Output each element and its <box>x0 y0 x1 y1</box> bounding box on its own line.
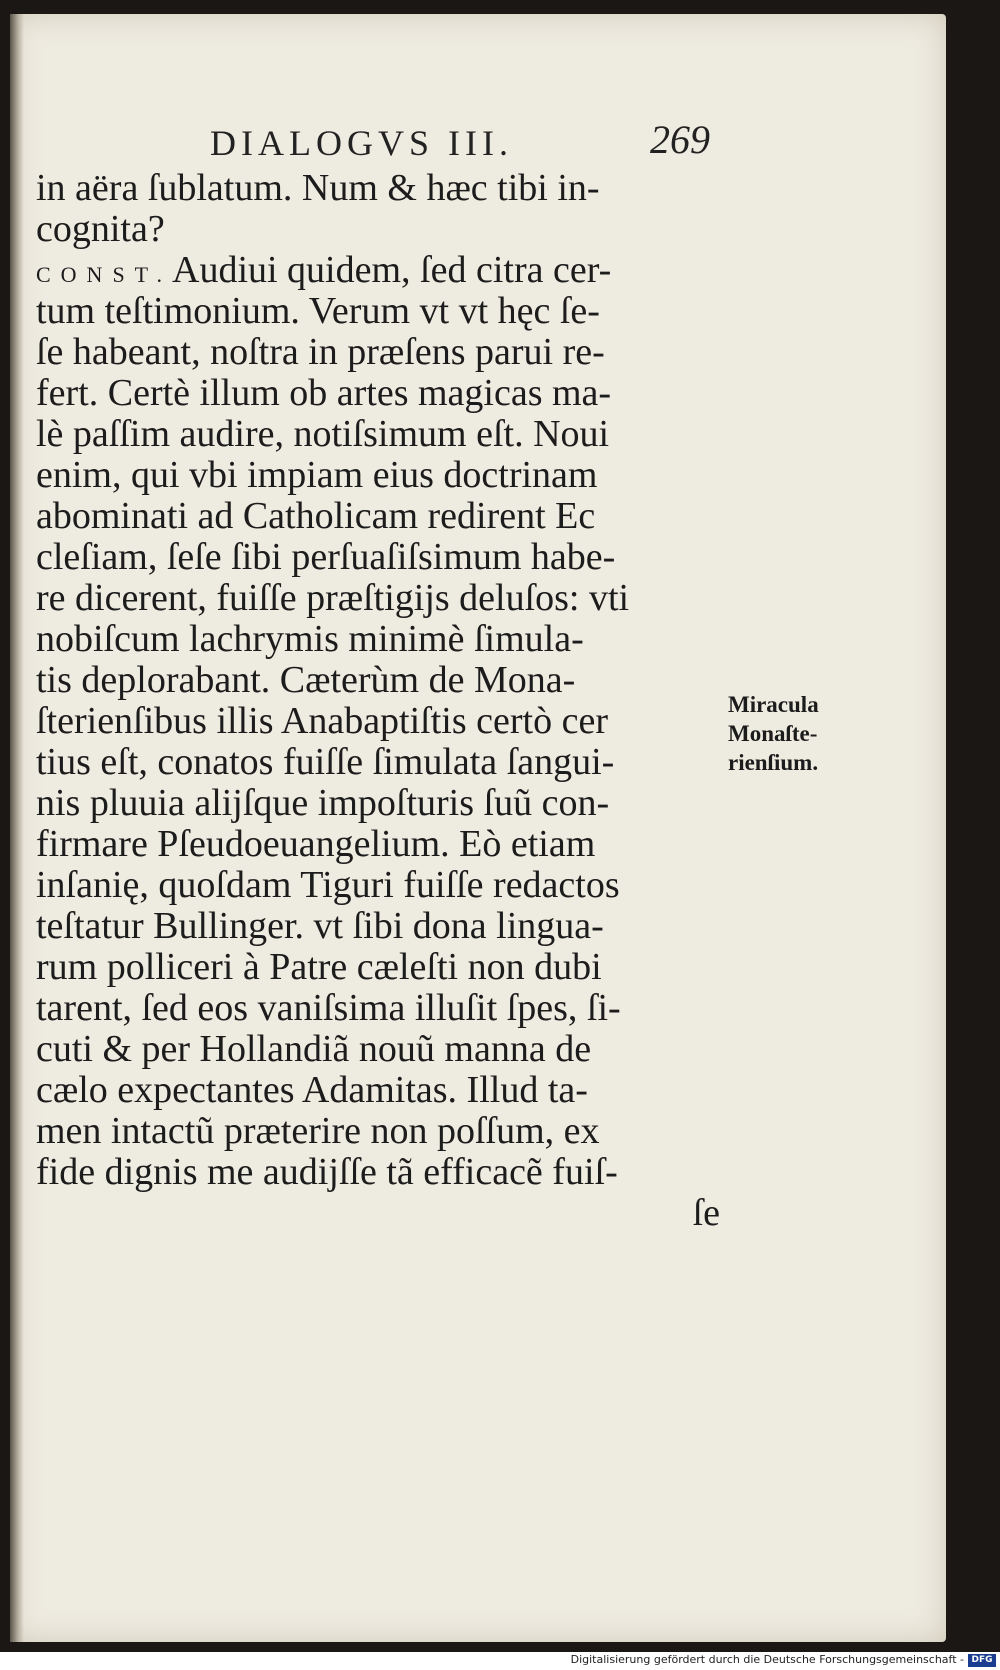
marginal-note <box>728 690 878 777</box>
text-line: firmare Pſeudoeuangelium. Eò etiam <box>36 823 596 865</box>
page-header <box>210 117 710 170</box>
speaker-label: CONST. <box>36 262 172 287</box>
text-line-rest: Audiui quidem, ſed citra cer- <box>172 249 612 291</box>
text-line: fert. Certè illum ob artes magicas ma- <box>36 372 612 414</box>
text-line: cælo expectantes Adamitas. Illud ta- <box>36 1069 588 1111</box>
text-line: cognita? <box>36 208 165 250</box>
text-line: cuti & per Hollandiã nouũ manna de <box>36 1028 592 1070</box>
text-line: ſterienſibus illis Anabaptiſtis certò cer <box>36 700 608 742</box>
dfg-logo: DFG <box>968 1654 996 1667</box>
digitization-credit: Digitalisierung gefördert durch die Deutsche Forschungsgemeinschaft - <box>570 1653 964 1666</box>
text-line: enim, qui vbi impiam eius doctrinam <box>36 454 598 496</box>
text-line: men intactũ præterire non poſſum, ex <box>36 1110 600 1152</box>
text-line: nis pluuia alijſque impoſturis ſuũ con- <box>36 782 610 824</box>
running-head: DIALOGVS III. <box>210 123 513 163</box>
marginal-note-line: Miracula <box>728 692 819 717</box>
page-gutter-shadow <box>10 14 24 1642</box>
text-line: fide dignis me audijſſe tã efficacẽ fuiſ- <box>36 1151 618 1193</box>
text-line: tis deplorabant. Cæterùm de Mona- <box>36 659 576 701</box>
text-line: teſtatur Bullinger. vt ſibi dona lingua- <box>36 905 604 947</box>
catchword: ſe <box>692 1192 720 1234</box>
text-line: tum teſtimonium. Verum vt vt hęc ſe- <box>36 290 600 332</box>
page-number: 269 <box>650 117 710 162</box>
text-line: re dicerent, fuiſſe præſtigijs deluſos: vti <box>36 577 630 619</box>
text-line: ſe habeant, noſtra in præſens parui re- <box>36 331 605 373</box>
text-line: inſanię, quoſdam Tiguri fuiſſe redactos <box>36 864 620 906</box>
text-line: lè paſſim audire, notiſsimum eſt. Noui <box>36 413 610 455</box>
text-line: rum polliceri à Patre cæleſti non dubi <box>36 946 602 988</box>
text-line: abominati ad Catholicam redirent Ec <box>36 495 596 537</box>
body-text <box>36 168 726 1234</box>
text-line: nobiſcum lachrymis minimè ſimula- <box>36 618 584 660</box>
text-line: tius eſt, conatos fuiſſe ſimulata ſangui- <box>36 741 615 783</box>
text-line: in aëra ſublatum. Num & hæc tibi in- <box>36 167 600 209</box>
text-line: tarent, ſed eos vaniſsima illuſit ſpes, ſi- <box>36 987 621 1029</box>
text-line: cleſiam, ſeſe ſibi perſuaſiſsimum habe- <box>36 536 616 578</box>
text-line-speaker <box>36 250 726 291</box>
marginal-note-line: rienſium. <box>728 750 819 775</box>
marginal-note-line: Monaſte- <box>728 721 818 746</box>
